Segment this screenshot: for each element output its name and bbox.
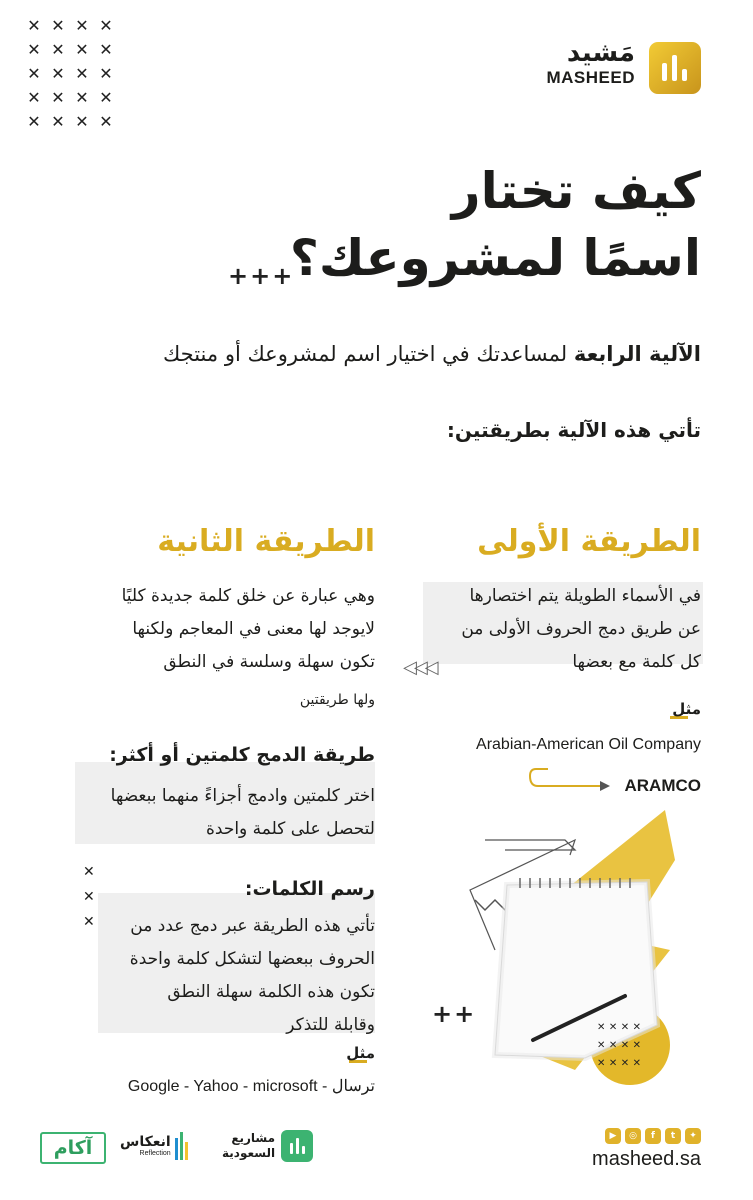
snapchat-icon[interactable]: ✦	[685, 1128, 701, 1144]
twitter-icon[interactable]: t	[665, 1128, 681, 1144]
method2-title: الطريقة الثانية	[157, 524, 375, 559]
x-mark: ✕	[99, 88, 113, 107]
x-mark: ✕	[99, 64, 113, 83]
x-mark: ✕	[99, 40, 113, 59]
method2-example-text: Google - Yahoo - microsoft - ترسال	[127, 1078, 375, 1095]
x-mark: ✕	[75, 64, 89, 83]
plus-small-decoration: ++	[432, 1000, 477, 1028]
social-links	[605, 1128, 701, 1144]
x-mark: ✕	[83, 914, 95, 930]
masheed-logo-icon	[649, 42, 701, 94]
method2-example-label: مثل	[346, 1044, 375, 1062]
method2-sub: ولها طريقتين	[299, 692, 375, 708]
notepad-illustration	[425, 800, 685, 1090]
x-mark: ✕	[27, 112, 41, 131]
partner-line: السعودية	[222, 1146, 276, 1160]
merge-line: لتحصل على كلمة واحدة	[206, 819, 375, 839]
partner-line: انعكاس	[120, 1133, 171, 1150]
method2-body	[45, 580, 375, 679]
method1-example-full: Arabian-American Oil Company	[476, 736, 701, 753]
method1-line: في الأسماء الطويلة يتم اختصارها	[469, 586, 701, 606]
x-mark: ✕	[27, 40, 41, 59]
arrow-right-icon	[528, 764, 612, 794]
partner-line: آكام	[53, 1137, 93, 1159]
reflection-logo-icon	[175, 1130, 191, 1160]
x-pattern-decoration	[22, 14, 118, 134]
svg-text:✕ ✕ ✕ ✕: ✕ ✕ ✕ ✕	[597, 1022, 641, 1033]
brand-arabic: مَشيد	[566, 38, 635, 68]
title-line-2	[101, 224, 701, 292]
x-mark: ✕	[75, 112, 89, 131]
draw-line: الحروف ببعضها لتشكل كلمة واحدة	[129, 949, 375, 969]
x-mark: ✕	[27, 16, 41, 35]
subtitle-rest: لمساعدتك في اختيار اسم لمشروعك أو منتجك	[162, 342, 574, 366]
brand-latin: MASHEED	[546, 68, 635, 87]
draw-line: تكون هذه الكلمة سهلة النطق	[167, 982, 375, 1002]
method1-body	[401, 580, 701, 679]
draw-line: وقابلة للتذكر	[286, 1015, 375, 1035]
intro-text: تأتي هذه الآلية بطريقتين:	[446, 418, 701, 442]
svg-text:✕ ✕ ✕ ✕: ✕ ✕ ✕ ✕	[597, 1058, 641, 1069]
draw-line: تأتي هذه الطريقة عبر دمج عدد من	[130, 916, 375, 936]
x-mark: ✕	[75, 88, 89, 107]
x-mark: ✕	[27, 64, 41, 83]
x-mark: ✕	[75, 16, 89, 35]
x-mark: ✕	[83, 864, 95, 880]
x-mark: ✕	[99, 112, 113, 131]
facebook-icon[interactable]: f	[645, 1128, 661, 1144]
brand-name	[546, 38, 635, 88]
x-mark: ✕	[27, 88, 41, 107]
method1-line: كل كلمة مع بعضها	[572, 652, 701, 672]
method1-example-short: ARAMCO	[624, 776, 701, 795]
method1-title: الطريقة الأولى	[477, 524, 701, 559]
x-mark: ✕	[75, 40, 89, 59]
merge-line: اختر كلمتين وادمج أجزاءً منهما ببعضها	[110, 786, 375, 806]
x-mark: ✕	[51, 88, 65, 107]
draw-title: رسم الكلمات:	[244, 878, 375, 900]
draw-body	[55, 910, 375, 1042]
title-line-1: كيف تختار	[451, 162, 701, 220]
method1-line: عن طريق دمج الحروف الأولى من	[461, 619, 701, 639]
x-mark: ✕	[51, 112, 65, 131]
instagram-icon[interactable]: ◎	[625, 1128, 641, 1144]
partner-line: Reflection	[139, 1149, 171, 1157]
merge-title: طريقة الدمج كلمتين أو أكثر:	[109, 744, 375, 766]
x-mark: ✕	[51, 64, 65, 83]
youtube-icon[interactable]: ▶	[605, 1128, 621, 1144]
partner-reflection	[120, 1130, 191, 1160]
x-mark: ✕	[99, 16, 113, 35]
subtitle-bold: الآلية الرابعة	[573, 342, 701, 366]
method2-line: تكون سهلة وسلسة في النطق	[163, 652, 375, 672]
subtitle	[51, 338, 701, 370]
method2-line: لايوجد لها معنى في المعاجم ولكنها	[132, 619, 375, 639]
page-title	[101, 158, 701, 292]
merge-body	[55, 780, 375, 846]
site-url[interactable]: masheed.sa	[592, 1148, 701, 1170]
arrows-decoration: ◁◁◁	[403, 657, 436, 678]
svg-text:✕ ✕ ✕ ✕: ✕ ✕ ✕ ✕	[597, 1040, 641, 1051]
method1-example-label: مثل	[672, 700, 701, 718]
partner-akam	[40, 1132, 106, 1164]
partner-saudi-projects	[222, 1130, 313, 1162]
title-line-2-text: اسمًا لمشروعك؟	[289, 229, 701, 287]
saudi-projects-logo-icon	[281, 1130, 313, 1162]
plus-decoration: +++	[228, 262, 295, 290]
x-mark: ✕	[83, 889, 95, 905]
method2-line: وهي عبارة عن خلق كلمة جديدة كليًا	[121, 586, 375, 606]
partner-line: مشاريع	[231, 1131, 276, 1145]
x-mark: ✕	[51, 40, 65, 59]
x-mark: ✕	[51, 16, 65, 35]
